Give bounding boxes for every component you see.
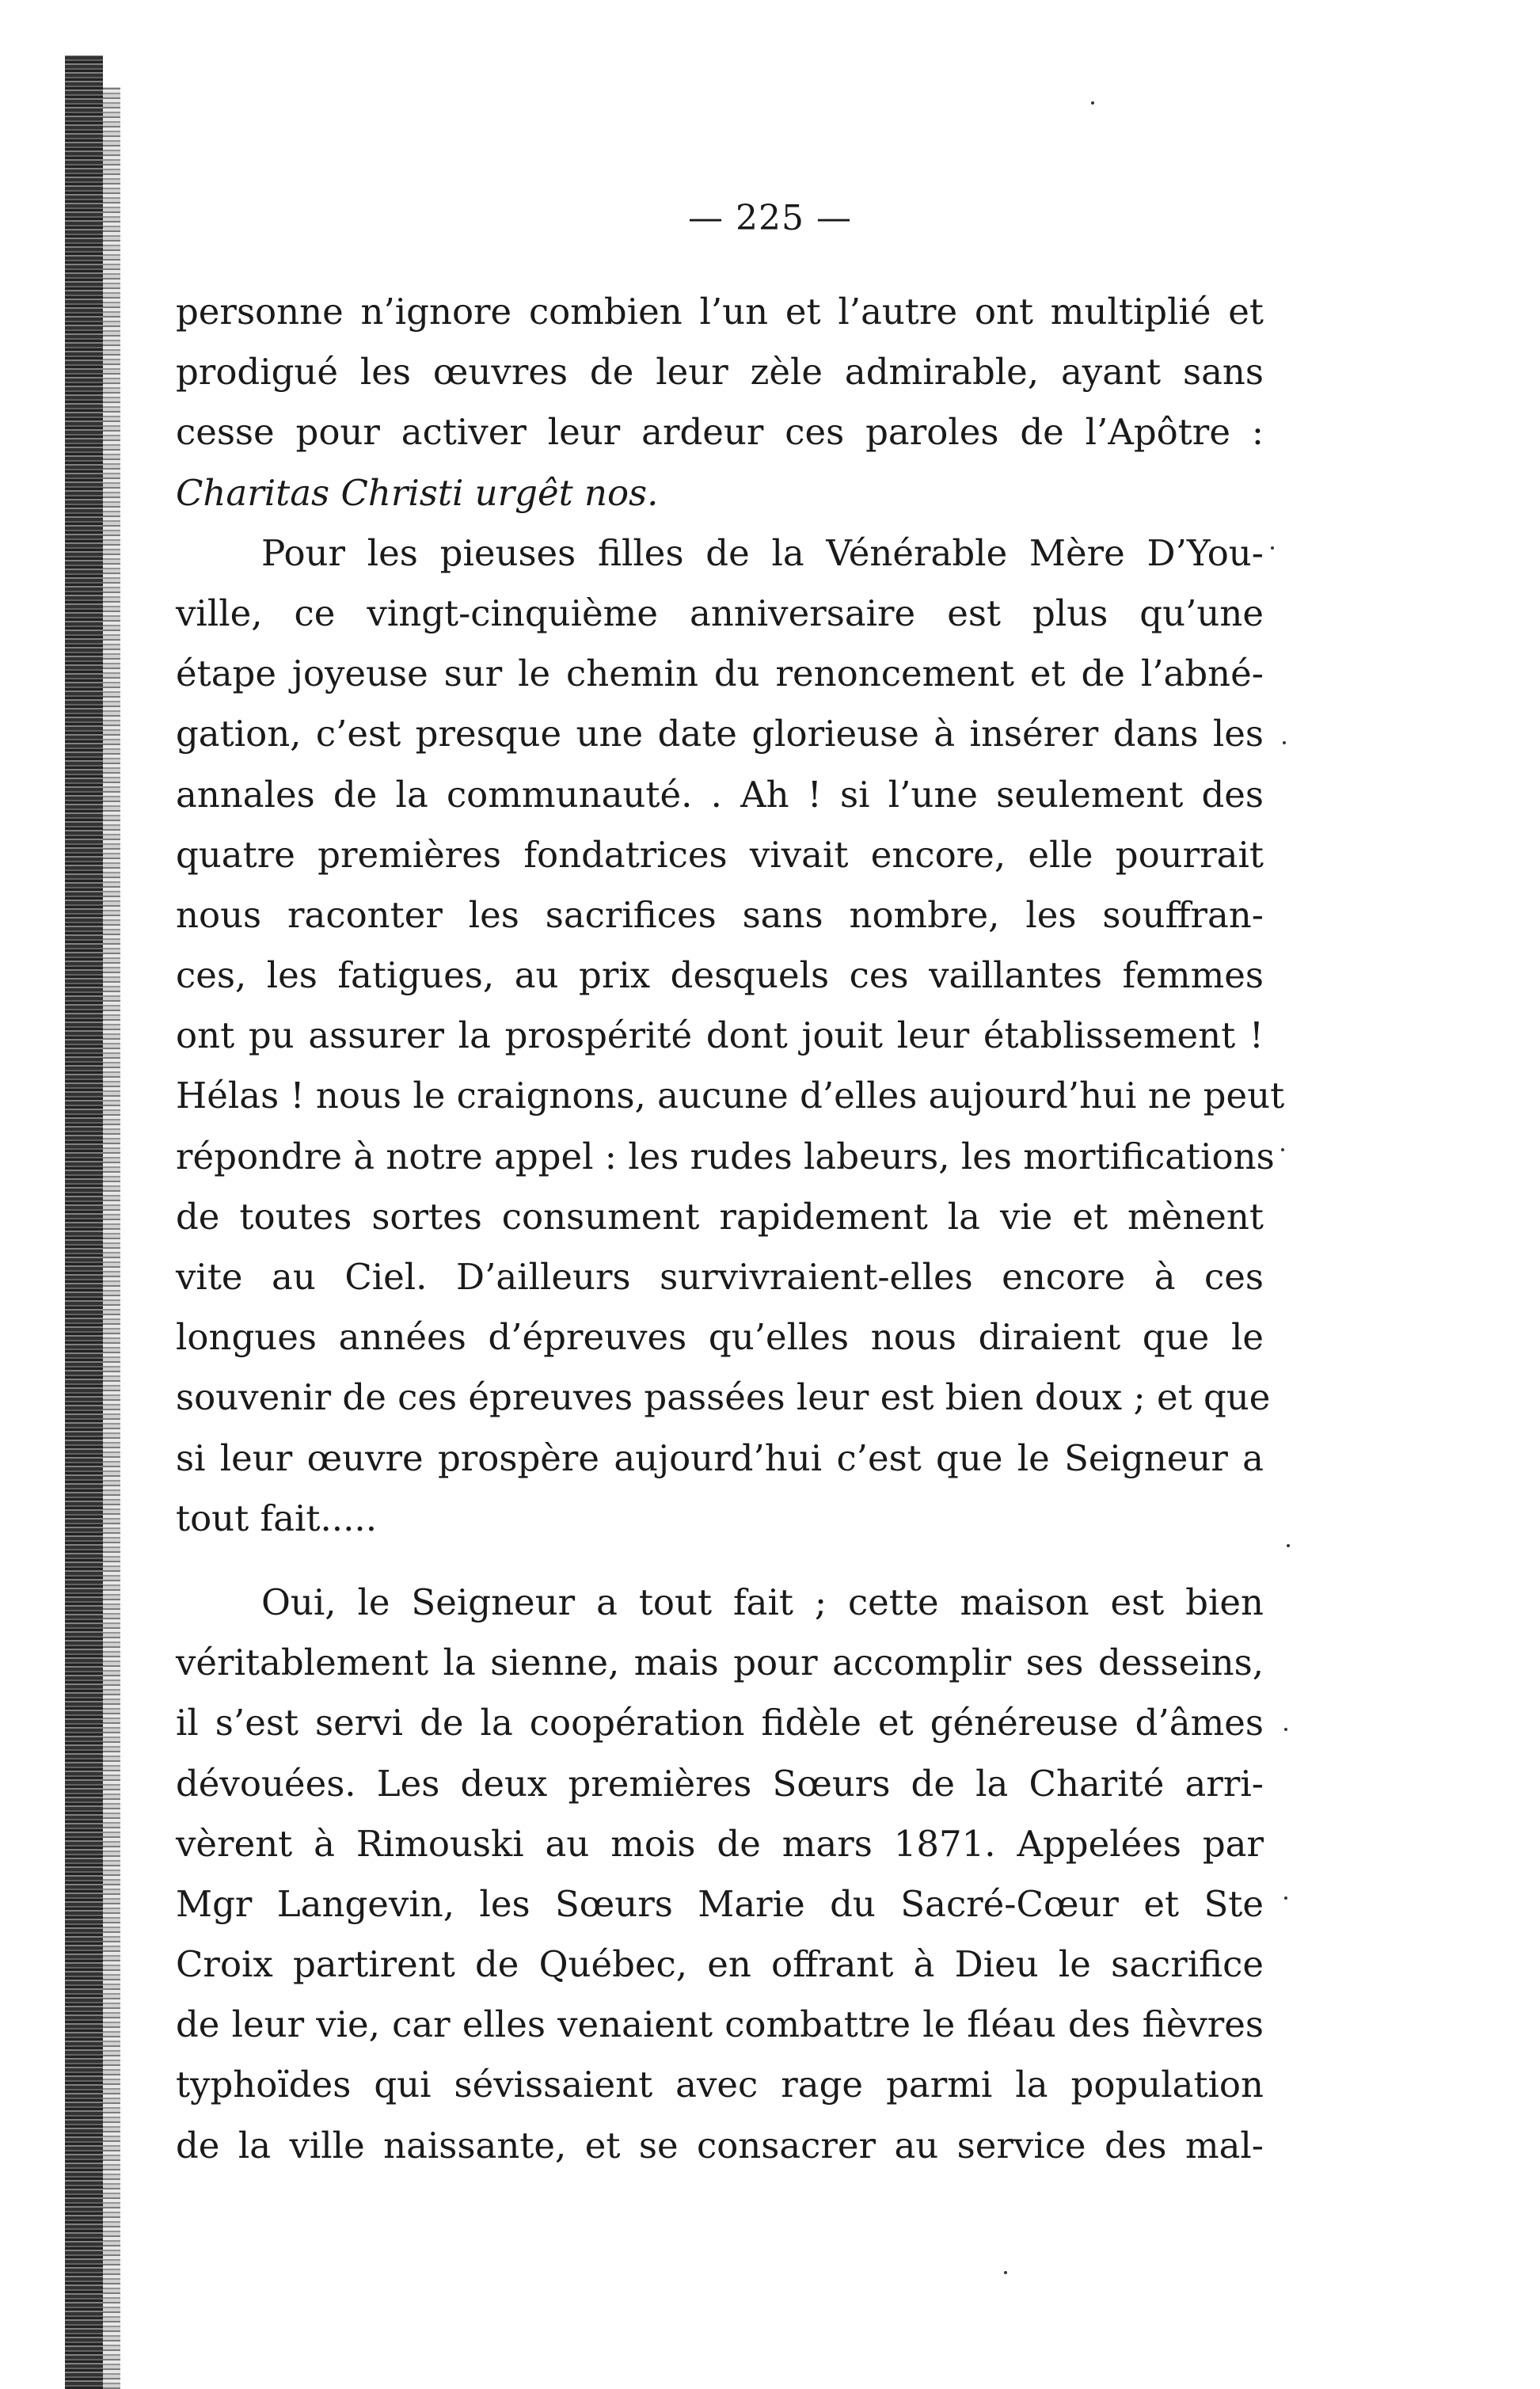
- paragraph-3: [176, 1573, 1264, 2176]
- paragraph-1: [176, 282, 1264, 523]
- text-line: gation, c’est presque une date glorieuse à insérer dans les: [176, 713, 1264, 755]
- text-line: longues années d’épreuves qu’elles nous diraient que le: [176, 1316, 1264, 1359]
- latin-quote-line: Charitas Christi urgêt nos.: [176, 471, 659, 514]
- text-line: dévouées. Les deux premières Sœurs de la Charité arri-: [176, 1762, 1264, 1805]
- text-line: vite au Ciel. D’ailleurs survivraient-elles encore à ces: [176, 1256, 1264, 1298]
- text-line: prodigué les œuvres de leur zèle admirable, ayant sans: [176, 351, 1264, 394]
- text-line: vèrent à Rimouski au mois de mars 1871. Appelées par: [176, 1822, 1264, 1865]
- paragraph-gap: [176, 1549, 1264, 1573]
- scan-speck: [1004, 2271, 1007, 2274]
- text-line: personne n’ignore combien l’un et l’autre ont multiplié et: [176, 291, 1264, 333]
- text-line: il s’est servi de la coopération fidèle et généreuse d’âmes: [176, 1702, 1264, 1744]
- text-line: Pour les pieuses filles de la Vénérable Mère D’You-: [261, 531, 1264, 574]
- text-line: Oui, le Seigneur a tout fait ; cette maison est bien: [261, 1581, 1264, 1623]
- scan-binding-edge: [65, 55, 103, 2389]
- text-line: Hélas ! nous le craignons, aucune d’elles aujourd’hui ne peut: [176, 1075, 1285, 1117]
- text-line: tout fait.....: [176, 1497, 378, 1539]
- page-body-text: [176, 282, 1285, 2176]
- text-line: souvenir de ces épreuves passées leur est bien doux ; et que: [176, 1376, 1271, 1419]
- scan-speck: [1284, 1728, 1287, 1731]
- text-line: ont pu assurer la prospérité dont jouit leur établissement !: [176, 1014, 1264, 1057]
- text-line: annales de la communauté. . Ah ! si l’une seulement des: [176, 773, 1264, 816]
- text-line: quatre premières fondatrices vivait encore, elle pourrait: [176, 833, 1264, 876]
- scan-speck: [1283, 741, 1286, 744]
- text-line: ces, les fatigues, au prix desquels ces vaillantes femmes: [176, 954, 1264, 997]
- text-line: cesse pour activer leur ardeur ces paroles de l’Apôtre :: [176, 411, 1264, 454]
- text-line: de toutes sortes consument rapidement la vie et mènent: [176, 1195, 1264, 1238]
- text-line: répondre à notre appel : les rudes labeurs, les mortifications: [176, 1135, 1275, 1177]
- scan-speck: [1284, 1896, 1287, 1900]
- page-number: — 225 —: [688, 198, 852, 238]
- text-line: ville, ce vingt-cinquième anniversaire est plus qu’une: [176, 592, 1264, 634]
- text-line: de la ville naissante, et se consacrer au service des mal-: [176, 2124, 1264, 2166]
- text-line: de leur vie, car elles venaient combattre le fléau des fièvres: [176, 2003, 1264, 2046]
- scan-speck: [1281, 1148, 1284, 1151]
- scan-speck: [1091, 101, 1094, 105]
- paragraph-2: [176, 523, 1285, 1549]
- scan-speck: [1271, 546, 1274, 550]
- scan-binding-shadow: [103, 87, 120, 2389]
- scan-speck: [1287, 1544, 1290, 1547]
- text-line: typhoïdes qui sévissaient avec rage parmi la population: [176, 2064, 1264, 2106]
- text-line: étape joyeuse sur le chemin du renoncement et de l’abné-: [176, 652, 1264, 695]
- text-line: nous raconter les sacrifices sans nombre, les souffran-: [176, 893, 1264, 936]
- text-line: si leur œuvre prospère aujourd’hui c’est que le Seigneur a: [176, 1436, 1264, 1479]
- text-line: véritablement la sienne, mais pour accomplir ses desseins,: [176, 1641, 1264, 1684]
- text-line: Mgr Langevin, les Sœurs Marie du Sacré-Cœur et Ste: [176, 1882, 1264, 1925]
- text-line: Croix partirent de Québec, en offrant à Dieu le sacrifice: [176, 1943, 1264, 1986]
